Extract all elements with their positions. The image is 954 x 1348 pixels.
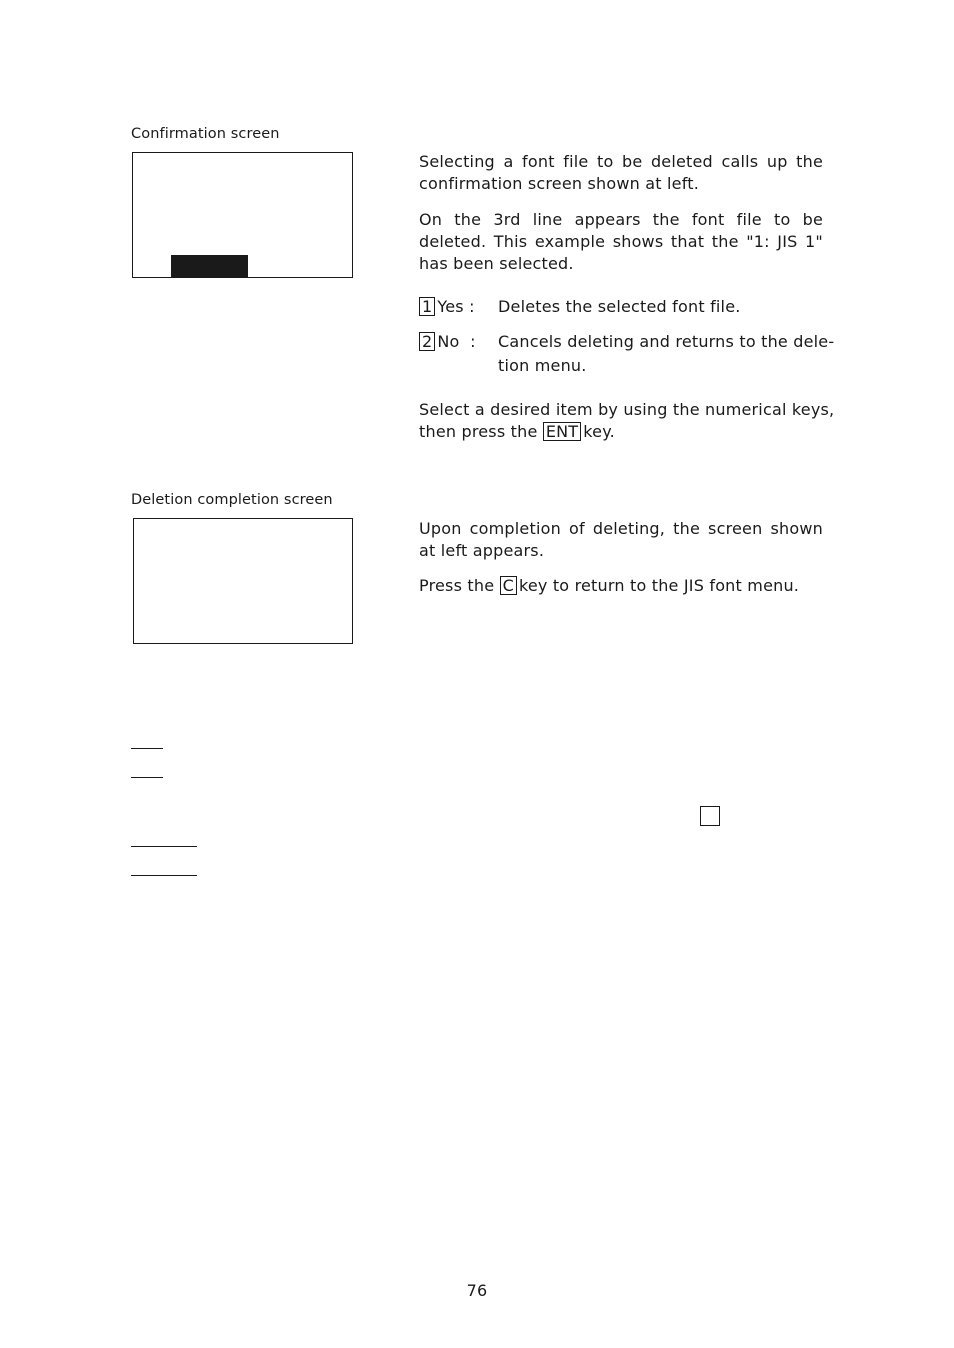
page-number: 76 bbox=[466, 1281, 488, 1300]
press-pre-text: Press the bbox=[419, 576, 495, 595]
option-no-desc: Cancels deleting and returns to the dele- bbox=[498, 332, 835, 351]
confirmation-caption: Confirmation screen bbox=[131, 126, 280, 142]
select-instruction: Select a desired item by using the numerical keys, bbox=[419, 400, 835, 419]
completion-para-1: Upon completion of deleting, the screen shown at left appears. bbox=[419, 519, 823, 560]
option-no-desc-2: tion menu. bbox=[498, 356, 587, 375]
option-yes-label: Yes : bbox=[437, 297, 475, 316]
short-rule-2 bbox=[131, 777, 163, 778]
key-2: 2 bbox=[419, 332, 435, 351]
key-1: 1 bbox=[419, 297, 435, 316]
long-rule-1 bbox=[131, 846, 197, 847]
completion-caption: Deletion completion screen bbox=[131, 492, 333, 508]
select-post-text: key. bbox=[583, 422, 615, 441]
ent-key: ENT bbox=[543, 422, 581, 441]
empty-key-box bbox=[700, 806, 720, 826]
c-key: C bbox=[500, 576, 517, 595]
press-post-text: key to return to the JIS font menu. bbox=[518, 576, 800, 595]
option-yes bbox=[419, 296, 475, 318]
confirmation-screen bbox=[132, 152, 353, 278]
confirmation-para-1: Selecting a font file to be deleted calls up the confirmation screen shown at left. bbox=[419, 152, 823, 193]
selection-highlight bbox=[171, 255, 248, 277]
option-no-label: No : bbox=[437, 332, 476, 351]
completion-screen bbox=[133, 518, 353, 644]
option-yes-desc: Deletes the selected font file. bbox=[498, 297, 741, 316]
short-rule-1 bbox=[131, 748, 163, 749]
completion-press-instruction bbox=[419, 575, 799, 597]
option-no bbox=[419, 331, 476, 353]
confirmation-para-2: On the 3rd line appears the font file to be deleted. This example shows that the "1: JIS 1" has been selected. bbox=[419, 210, 823, 273]
long-rule-2 bbox=[131, 875, 197, 876]
select-then-text: then press the bbox=[419, 422, 538, 441]
select-instruction-2 bbox=[419, 421, 615, 443]
